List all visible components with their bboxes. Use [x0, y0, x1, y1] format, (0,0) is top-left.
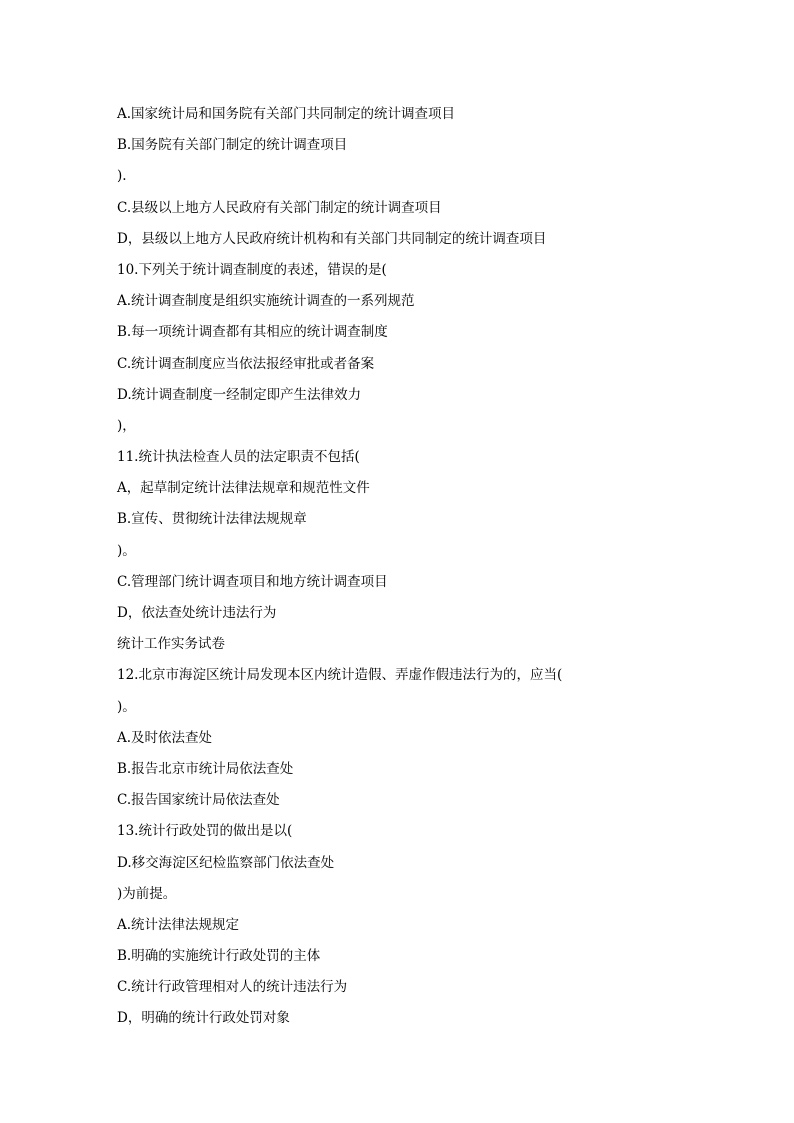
closing-paren-line: ).	[117, 168, 127, 185]
q13-option-b: B.明确的实施统计行政处罚的主体	[117, 948, 321, 965]
q11-option-d: D，依法查处统计违法行为	[117, 605, 277, 621]
q12-option-a: A.及时依法查处	[117, 729, 213, 746]
q12-closing-paren: )。	[117, 698, 136, 715]
q12-option-b: B.报告北京市统计局依法查处	[117, 760, 294, 777]
section-heading: 统计工作实务试卷	[117, 636, 225, 653]
question-11: 11.统计执法检查人员的法定职责不包括(	[117, 449, 360, 466]
q11-option-b: B.宣传、贯彻统计法律法规规章	[117, 511, 307, 528]
q10-option-b: B.每一项统计调查都有其相应的统计调查制度	[117, 324, 388, 341]
q11-closing-paren: )。	[117, 542, 136, 559]
option-d-line: D，县级以上地方人民政府统计机构和有关部门共同制定的统计调查项目	[117, 230, 547, 247]
q10-option-c: C.统计调查制度应当依法报经审批或者备案	[117, 355, 375, 372]
option-b-line: B.国务院有关部门制定的统计调查项目	[117, 137, 348, 154]
q13-closing-text: )为前提。	[117, 885, 177, 902]
q10-option-a: A.统计调查制度是组织实施统计调查的一系列规范	[117, 293, 415, 310]
question-12: 12.北京市海淀区统计局发现本区内统计造假、弄虚作假违法行为的，应当(	[117, 667, 563, 684]
q13-option-c: C.统计行政管理相对人的统计违法行为	[117, 979, 348, 996]
q10-option-d: D.统计调查制度一经制定即产生法律效力	[117, 386, 362, 403]
q12-option-d: D.移交海淀区纪检监察部门依法查处	[117, 854, 335, 871]
question-13: 13.统计行政处罚的做出是以(	[117, 823, 293, 840]
q11-option-a: A，起草制定统计法律法规章和规范性文件	[117, 480, 370, 497]
q13-option-a: A.统计法律法规规定	[117, 916, 240, 933]
q11-option-c: C.管理部门统计调查项目和地方统计调查项目	[117, 573, 388, 590]
option-c-line: C.县级以上地方人民政府有关部门制定的统计调查项目	[117, 199, 442, 216]
q10-closing-paren: )，	[117, 417, 136, 434]
q12-option-c: C.报告国家统计局依法查处	[117, 792, 280, 809]
q13-option-d: D，明确的统计行政处罚对象	[117, 1010, 290, 1027]
document-body	[117, 99, 737, 1035]
option-a-line: A.国家统计局和国务院有关部门共同制定的统计调查项目	[117, 106, 456, 122]
question-10: 10.下列关于统计调查制度的表述，错误的是(	[117, 261, 387, 278]
